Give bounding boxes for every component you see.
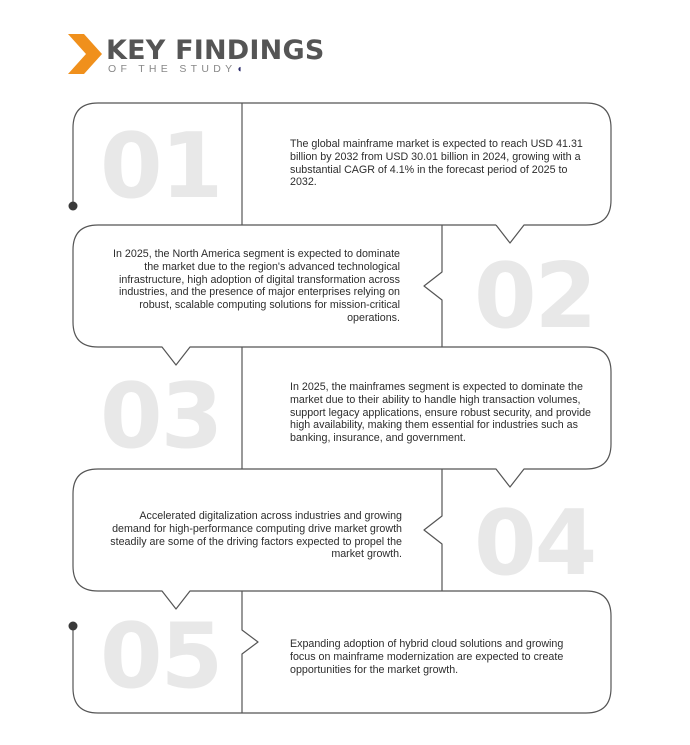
subtitle-text: OF THE STUDY <box>108 63 237 75</box>
finding-4-number: 04 <box>474 491 596 596</box>
page-title: KEY FINDINGS <box>106 35 325 66</box>
timeline-start-dot <box>69 202 78 211</box>
finding-4-text: Accelerated digitalization across industries and growing demand for high-performance computing drive market growth steadily are some of the driving factors expected to propel the market growth. <box>110 510 402 561</box>
timeline-end-dot <box>69 622 78 631</box>
finding-2-number: 02 <box>474 244 596 349</box>
finding-2-text: In 2025, the North America segment is expected to dominate the market due to the region's advanced technological infrastructure, high adoption of digital transformation across industries, and the presence of major enterprises relying on robust, scalable computing solutions for mission-critical operations. <box>113 248 400 324</box>
finding-5-number: 05 <box>100 604 222 709</box>
finding-3-text: In 2025, the mainframes segment is expected to dominate the market due to their ability to handle high transaction volumes, support legacy applications, ensure robust security, and provide high availability, making them essential for industries such as banking, insurance, and government. <box>290 381 592 445</box>
finding-5-text: Expanding adoption of hybrid cloud solutions and growing focus on mainframe modernization are expected to create opportunities for the market growth. <box>290 638 564 676</box>
finding-1-number: 01 <box>100 114 222 219</box>
finding-3-number: 03 <box>100 364 222 469</box>
finding-1-text: The global mainframe market is expected to reach USD 41.31 billion by 2032 from USD 30.01 billion in 2024, growing with a substantial CAGR of 4.1% in the forecast period of 2025 to 2032. <box>290 138 583 189</box>
subtitle-mark-icon: ◖ <box>236 63 243 75</box>
